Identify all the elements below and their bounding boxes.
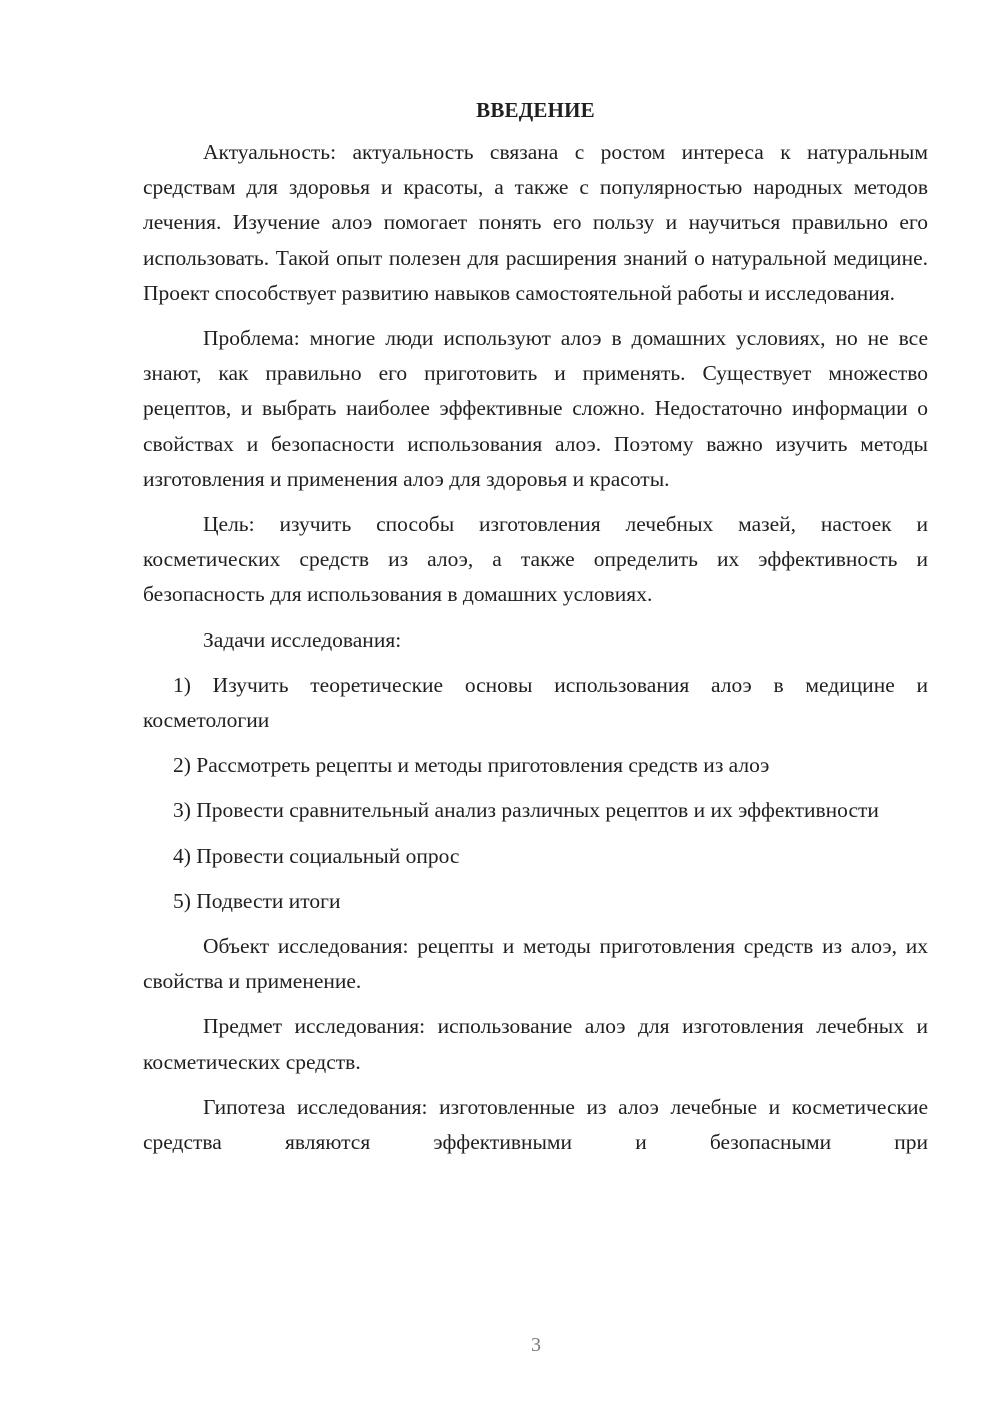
page-title: ВВЕДЕНИЕ xyxy=(476,98,595,122)
task-item-4: 4) Провести социальный опрос xyxy=(173,843,460,868)
paragraph-problem: Проблема: многие люди используют алоэ в домашних условиях, но не все знают, как правильно его приготовить и применять. Существует множество рецептов, и выбрать наиболее эффективные сложно. Недостаточно информации о свойствах и безопасности использования алоэ. Поэтому важно изучить методы изготовления и применения алоэ для здоровья и красоты. xyxy=(143,326,928,491)
page-number: 3 xyxy=(531,1334,541,1356)
paragraph-object: Объект исследования: рецепты и методы приготовления средств из алоэ, их свойства и применение. xyxy=(143,934,928,994)
paragraph-relevance: Актуальность: актуальность связана с ростом интереса к натуральным средствам для здоровья и красоты, а также с популярностью народных методов лечения. Изучение алоэ помогает понять его пользу и научиться правильно его использовать. Такой опыт полезен для расширения знаний о натуральной медицине. Проект способствует развитию навыков самостоятельной работы и исследования. xyxy=(143,140,928,305)
task-item-2: 2) Рассмотреть рецепты и методы приготовления средств из алоэ xyxy=(173,753,770,778)
task-item-1: 1) Изучить теоретические основы использования алоэ в медицине и косметологии xyxy=(143,672,928,733)
paragraph-tasks-heading: Задачи исследования: xyxy=(203,627,402,652)
paragraph-hypothesis: Гипотеза исследования: изготовленные из алоэ лечебные и косметические средства являются эффективными и безопасными при xyxy=(143,1094,928,1155)
task-item-5: 5) Подвести итоги xyxy=(173,888,341,913)
paragraph-goal: Цель: изучить способы изготовления лечебных мазей, настоек и косметических средств из алоэ, а также определить их эффективность и безопасность для использования в домашних условиях. xyxy=(143,512,928,607)
task-item-3: 3) Провести сравнительный анализ различных рецептов и их эффективности xyxy=(173,798,879,823)
document-page xyxy=(143,95,928,1170)
paragraph-subject: Предмет исследования: использование алоэ для изготовления лечебных и косметических средств. xyxy=(143,1014,928,1074)
